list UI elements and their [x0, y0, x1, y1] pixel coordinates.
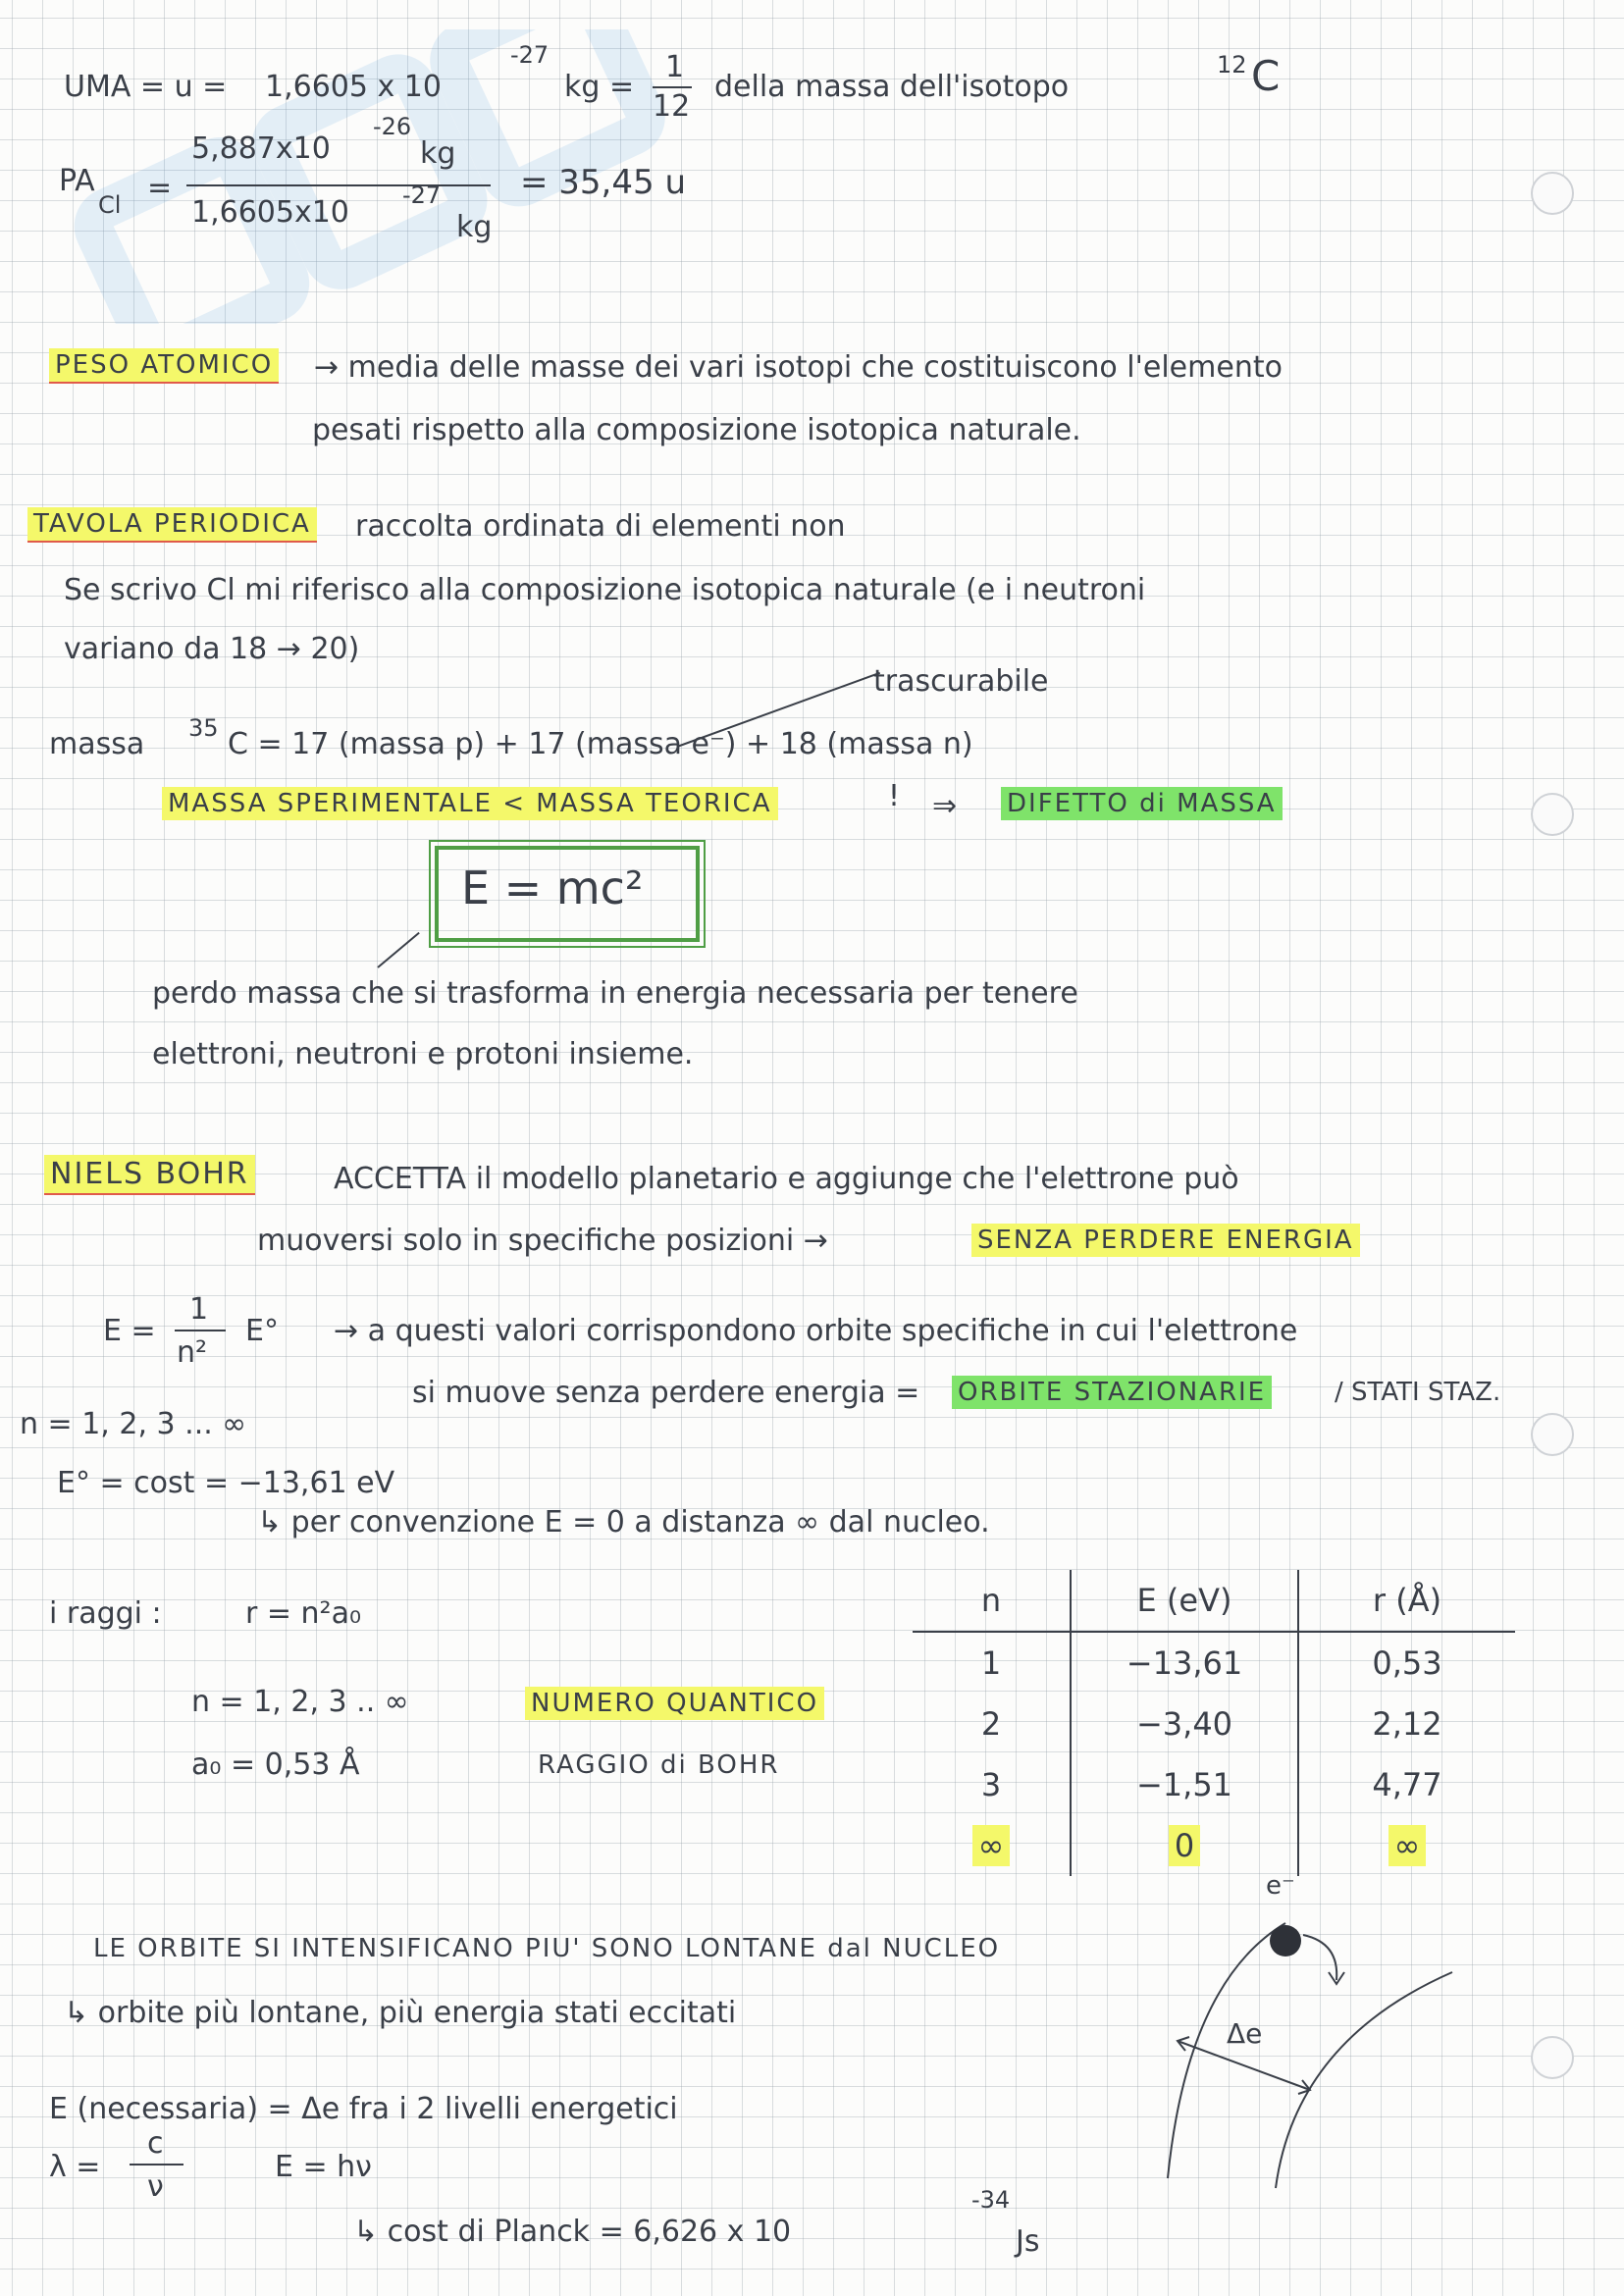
bohr-e-num: 1	[189, 1292, 209, 1327]
electron-icon	[1270, 1925, 1301, 1957]
tavola-line1: raccolta ordinata di elementi non	[355, 509, 846, 544]
table-row	[913, 1694, 1515, 1754]
peso-atomico-line2: pesati rispetto alla composizione isotopica naturale.	[312, 413, 1081, 447]
pa-den-value: 1,6605x10	[191, 195, 349, 230]
orbite-stazionarie: ORBITE STAZIONARIE	[952, 1379, 1272, 1407]
bohr-e-line2: si muove senza perdere energia =	[412, 1376, 920, 1410]
emc2-pointer-arrow	[377, 932, 419, 968]
raggi-formula: r = n²a₀	[245, 1596, 361, 1631]
pa-den-exp: -27	[402, 182, 442, 209]
pa-num-exp: -26	[373, 113, 412, 140]
uma-frac-num: 1	[665, 50, 685, 84]
binder-hole	[1531, 1413, 1574, 1456]
numero-quantico: NUMERO QUANTICO	[525, 1690, 824, 1718]
e-hv: E = hν	[275, 2150, 372, 2184]
table-row	[913, 1754, 1515, 1815]
delta-e-label: Δe	[1227, 2017, 1263, 2050]
pa-subscript: Cl	[98, 191, 122, 219]
bohr-e-lhs: E =	[103, 1314, 156, 1348]
difetto-di-massa: DIFETTO di MASSA	[1001, 790, 1283, 818]
planck-constant: ↳ cost di Planck = 6,626 x 10	[353, 2215, 792, 2249]
isotope-symbol: C	[1251, 52, 1281, 100]
lambda-lhs: λ =	[49, 2150, 101, 2184]
raggio-di-bohr: RAGGIO di BOHR	[538, 1750, 780, 1780]
table-cell-radius: ∞	[1298, 1815, 1515, 1876]
bohr-e-frac-line	[175, 1330, 226, 1331]
bohr-e-line1: → a questi valori corrispondono orbite specifiche in cui l'elettrone	[334, 1314, 1298, 1348]
table-cell-radius: 4,77	[1372, 1766, 1442, 1803]
uma-rest: della massa dell'isotopo	[714, 70, 1070, 104]
tavola-periodica-title: TAVOLA PERIODICA	[27, 510, 317, 539]
bohr-n-values: n = 1, 2, 3 ... ∞	[20, 1407, 247, 1441]
lambda-frac-line	[130, 2164, 183, 2166]
massa-implies-arrow: ⇒	[932, 789, 958, 823]
lambda-num: c	[147, 2126, 164, 2161]
massa-formula: C = 17 (massa p) + 17 (massa e⁻) + 18 (massa n)	[228, 727, 973, 761]
pa-num-unit: kg	[420, 136, 456, 171]
pa-num-value: 5,887x10	[191, 131, 331, 166]
tavola-line2: Se scrivo Cl mi riferisco alla composizione isotopica naturale (e i neutroni	[64, 573, 1146, 607]
massa-explain-line1: perdo massa che si trasforma in energia necessaria per tenere	[152, 976, 1078, 1011]
tavola-line3: variano da 18 → 20)	[64, 632, 360, 666]
table-cell-energy: −1,51	[1071, 1754, 1298, 1815]
table-header-energy: E (eV)	[1071, 1570, 1298, 1632]
table-header-n: n	[913, 1570, 1071, 1632]
uma-value: 1,6605 x 10	[265, 70, 442, 104]
pa-frac-line	[186, 184, 491, 186]
jump-arrow	[1303, 1935, 1336, 1980]
pa-equals: =	[147, 171, 173, 205]
table-cell-n: 2	[913, 1694, 1071, 1754]
trascurabile-label: trascurabile	[873, 664, 1049, 699]
table-cell-n: ∞	[913, 1815, 1071, 1876]
table-cell-radius: 0,53	[1372, 1644, 1442, 1682]
planck-exponent: -34	[971, 2186, 1011, 2214]
massa-iso-number: 35	[188, 714, 219, 742]
orbite-line1: LE ORBITE SI INTENSIFICANO PIU' SONO LONTANE dal NUCLEO	[93, 1934, 1001, 1963]
pa-lhs: PA	[59, 164, 95, 198]
orbite-line2: ↳ orbite più lontane, più energia stati eccitati	[64, 1996, 737, 2030]
table-cell-n: 3	[913, 1754, 1071, 1815]
stati-stazionari: / STATI STAZ.	[1335, 1378, 1501, 1407]
massa-bang: !	[888, 779, 901, 813]
table-row	[913, 1632, 1515, 1694]
lambda-den: ν	[147, 2169, 164, 2204]
massa-label: massa	[49, 727, 145, 761]
planck-unit: Js	[1016, 2224, 1040, 2259]
senza-perdere-energia: SENZA PERDERE ENERGIA	[971, 1226, 1360, 1255]
uma-exponent: -27	[510, 41, 550, 69]
binder-hole	[1531, 172, 1574, 215]
bohr-line1: ACCETTA il modello planetario e aggiunge che l'elettrone può	[334, 1162, 1239, 1196]
uma-frac-line	[653, 86, 692, 88]
bohr-e-den: n²	[177, 1335, 208, 1370]
energia-line1: E (necessaria) = Δe fra i 2 livelli energetici	[49, 2092, 678, 2126]
uma-unit: kg =	[564, 70, 635, 104]
bohr-line2: muoversi solo in specifiche posizioni →	[257, 1224, 828, 1258]
raggi-label: i raggi :	[49, 1596, 162, 1631]
bohr-n-values-2: n = 1, 2, 3 .. ∞	[191, 1685, 409, 1719]
bohr-convention: ↳ per convenzione E = 0 a distanza ∞ dal nucleo.	[257, 1505, 990, 1539]
table-cell-energy: 0	[1071, 1815, 1298, 1876]
isotope-mass-number: 12	[1217, 51, 1247, 78]
pa-den-unit: kg	[456, 210, 493, 244]
peso-atomico-line1: → media delle masse dei vari isotopi che costituiscono l'elemento	[314, 350, 1283, 385]
table-header-row	[913, 1570, 1515, 1632]
table-cell-n: 1	[913, 1632, 1071, 1694]
table-cell-radius: 2,12	[1372, 1705, 1442, 1743]
electron-label: e⁻	[1266, 1871, 1295, 1901]
table-cell-energy: −13,61	[1071, 1632, 1298, 1694]
uma-lhs: UMA = u =	[64, 70, 228, 104]
massa-sperimentale-teorica: MASSA SPERIMENTALE < MASSA TEORICA	[162, 790, 778, 818]
emc2-formula: E = mc²	[461, 861, 644, 914]
uma-frac-den: 12	[653, 89, 691, 124]
peso-atomico-title: PESO ATOMICO	[49, 351, 279, 380]
pa-result: = 35,45 u	[520, 163, 686, 202]
bohr-e-rhs: E°	[245, 1314, 279, 1348]
binder-hole	[1531, 2036, 1574, 2079]
bohr-e0: E° = cost = −13,61 eV	[57, 1466, 395, 1500]
table-header-radius: r (Å)	[1298, 1570, 1515, 1632]
table-cell-energy: −3,40	[1071, 1694, 1298, 1754]
bohr-a0: a₀ = 0,53 Å	[191, 1748, 360, 1782]
massa-explain-line2: elettroni, neutroni e protoni insieme.	[152, 1037, 694, 1071]
niels-bohr-title: NIELS BOHR	[44, 1158, 255, 1190]
bohr-levels-table	[913, 1570, 1515, 1876]
orbit-diagram	[1128, 1864, 1501, 2198]
binder-hole	[1531, 793, 1574, 836]
